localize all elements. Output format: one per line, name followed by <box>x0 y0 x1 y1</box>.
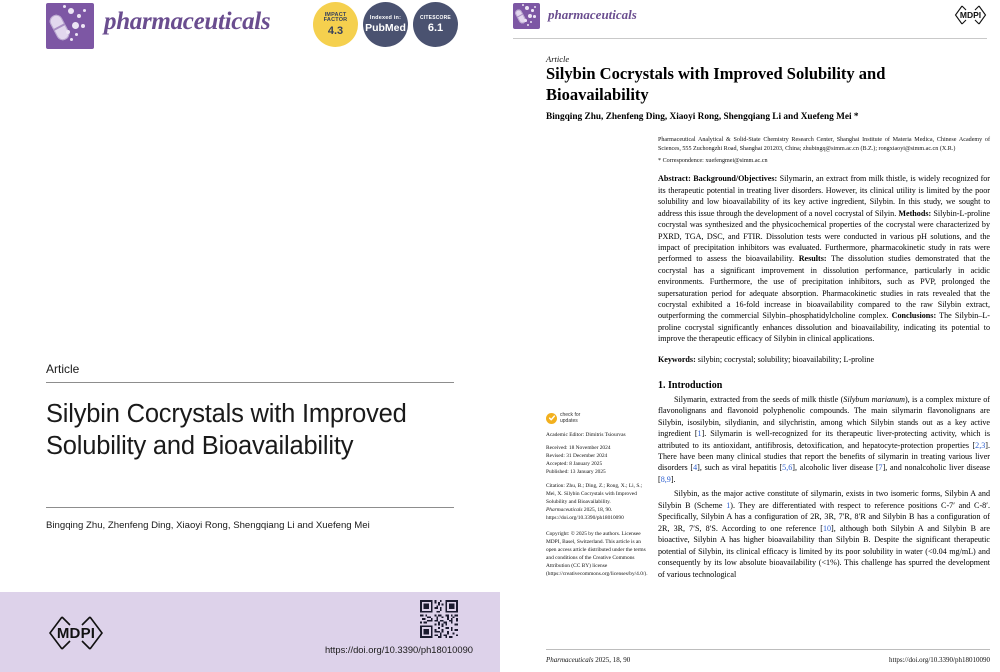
intro-p1-h: ]. <box>670 474 676 484</box>
intro-p1-b: ), is a complex mixture of flavonolignans and flavonoid polyphenolic compounds. The main silymarin flavonolignans are Silybin, isosilybin, silydianin, and silychristin, among which Silybin stands out as a key active ingredient [ <box>658 394 991 439</box>
citation-text: Zhu, B.; Ding, Z.; Rong, X.; Li, S.; Mei, X. Silybin Cocrystals with Improved Solubility and Bioavailability. <box>546 483 643 506</box>
citation-block <box>546 482 646 523</box>
footer-divider <box>546 649 990 650</box>
scheme-link-1[interactable]: 1 <box>726 500 731 510</box>
academic-editor: Academic Editor: Dimitris Tsiourvas <box>546 431 626 438</box>
abstract-methods-label: Methods: <box>898 208 932 218</box>
bubble-icon <box>525 6 529 10</box>
citation-link-5-6[interactable]: 5,6 <box>782 463 793 473</box>
check-for-updates-label <box>560 412 580 425</box>
page-footer-doi[interactable]: https://doi.org/10.3390/ph18010090 <box>889 656 990 664</box>
citation-rest: 2025, 18, 90. https://doi.org/10.3390/ph18010090 <box>546 507 624 522</box>
article-metadata-sidebar <box>546 412 646 578</box>
intro-p2-c: ], although both Silybin A and Silybin B are bioactive, Silybin A has higher bioavailability than Silybin B. Despite the significant therapeutic potential of Silybin, its clinical efficacy is limited by its poor solubility in water (<0.04 mg/mL) and consequently by its low absolute bioavailability (<1%). This challenge has spurred the development of various technological <box>658 523 991 579</box>
qr-code-icon <box>420 600 458 638</box>
abstract-conclusions-label: Conclusions: <box>891 311 937 321</box>
article-type-label: Article <box>546 54 570 64</box>
impact-factor-value: 4.3 <box>327 24 344 37</box>
keywords-text: silybin; cocrystal; solubility; bioavailability; L-proline <box>697 354 875 364</box>
citescore-label: CITESCORE <box>420 14 451 21</box>
footer-citation: 2025, 18, 90 <box>595 656 631 664</box>
copyright-line-1: Copyright: © 2025 by the authors. <box>546 530 621 537</box>
cover-authors: Bingqing Zhu, Zhenfeng Ding, Xiaoyi Rong, Shengqiang Li and Xuefeng Mei <box>46 519 370 531</box>
intro-p1-d: ]. There have been many clinical studies that report the benefits of silymarin in treating various liver disorders [ <box>658 440 990 473</box>
cover-page-title: Silybin Cocrystals with Improved Solubility and Bioavailability <box>46 400 407 461</box>
bubble-icon <box>66 30 70 34</box>
pubmed-badge <box>363 2 408 47</box>
article-header <box>500 0 1000 34</box>
check-line-2: updates <box>560 418 578 425</box>
abstract-background-label: Background/Objectives: <box>693 174 778 184</box>
divider <box>46 507 454 508</box>
abstract-background-text: Silymarin, an extract from milk thistle, is widely recognized for its therapeutic potential in treating liver disorders. However, its clinical utility is limited by the poor solubility and low bioavailability of its key active ingredient, Silybin. In this study, we sought to address this issue through the development of a novel cocrystal of Silyin. <box>658 174 991 218</box>
intro-paragraph-1 <box>658 394 990 486</box>
abstract-label: Abstract: <box>658 174 691 184</box>
intro-p1-f: ], alcoholic liver disease [ <box>792 463 879 473</box>
affiliation-text: Pharmaceutical Analytical & Solid-State Chemistry Research Center, Shanghai Institute of Materia Medica, Chinese Academy of Sciences, 555 Zuchongzhi Road, Shanghai 201203, China; zhubingq@simm.ac.cn (B.Z.); rongxiaoyi@simm.ac.cn (X.R.) <box>658 137 990 152</box>
abstract-methods-text: Silybin-L-proline cocrystal was synthesized and the physicochemical properties of the cocrystal were characterized by PXRD, TGA, DSC, and FTIR. Dissolution tests were conducted in various pH solutions, and the impact of precipitation inhibitors was evaluated. Furthermore, pharmacokinetic study in rats were performed to assess the bioavailability. <box>658 208 991 264</box>
citation-link-4[interactable]: 4 <box>693 463 698 473</box>
species-name: Silybum marianum <box>843 394 905 404</box>
abstract-results-label: Results: <box>798 254 827 264</box>
cover-title-block <box>46 362 454 531</box>
bubble-icon <box>528 14 532 18</box>
metrics-badges <box>313 2 458 47</box>
article-main-column <box>658 136 990 580</box>
citation-link-10[interactable]: 10 <box>822 523 832 533</box>
abstract-block <box>658 173 990 344</box>
cover-doi-link[interactable]: https://doi.org/10.3390/ph18010090 <box>324 644 473 655</box>
journal-name: pharmaceuticals <box>548 7 637 22</box>
citescore-badge <box>413 2 458 47</box>
article-authors: Bingqing Zhu, Zhenfeng Ding, Xiaoyi Rong, Shengqiang Li and Xuefeng Mei * <box>546 112 859 122</box>
date-published: Published: 13 January 2025 <box>546 468 606 475</box>
bubble-icon <box>530 21 532 23</box>
bubble-icon <box>72 22 79 29</box>
capsule-shape <box>47 13 71 43</box>
article-title: Silybin Cocrystals with Improved Solubility and Bioavailability <box>546 64 886 104</box>
cover-article-type: Article <box>46 362 80 376</box>
intro-p1-c: ]. Silymarin is well-recognized for its therapeutic liver-protecting activity, which is attributed to its antioxidant, antifibrosis, detoxification, and hepatocyte-protection properties [ <box>658 429 990 450</box>
bubble-icon <box>534 6 536 8</box>
footer-journal-name: Pharmaceuticals <box>546 656 594 664</box>
intro-p1-g: ], and nonalcoholic liver disease [ <box>658 463 990 484</box>
copyright-block <box>546 530 646 579</box>
date-received: Received: 18 November 2024 <box>546 444 611 451</box>
keywords-label: Keywords: <box>658 354 696 364</box>
mdpi-wordmark: MDPI <box>56 624 96 642</box>
journal-name: pharmaceuticals <box>104 8 271 35</box>
citation-label: Citation: <box>546 483 565 490</box>
bubble-icon <box>68 8 74 14</box>
bubble-icon <box>531 9 534 12</box>
mdpi-logo <box>48 614 104 652</box>
intro-paragraph-2 <box>658 488 990 580</box>
bubble-icon <box>63 5 66 8</box>
mdpi-logo <box>954 4 987 26</box>
section-heading-introduction: 1. Introduction <box>658 379 723 391</box>
abstract-results-text: The dissolution studies demonstrated that the cocrystal has a significant improvement in dissolution performance, particularly in acidic environments. Furthermore, the use of precipitation inhibitors, such as PVP, prolonged the supersaturation period for adequate absorption. Pharmacokinetic studies in rats revealed that the cocrystal exhibited a 16-fold increase in bioavailability compared to the raw Silybin extract, outperforming the commercial Silybin–phosphatidylcholine complex. <box>658 254 990 321</box>
checkmark-icon <box>546 413 557 424</box>
bubble-icon <box>70 38 73 41</box>
bubble-icon <box>524 19 527 22</box>
intro-p2-b: ). They are differentiated with respect to reference positions C-7′ and C-8′. Specifically, Silybin A has a configuration of 2R, 3R, 7′R, 8′R and Silybin B has a configuration of 2R, 3R, 7′S, 8′S. According to one reference [ <box>658 500 990 533</box>
citescore-value: 6.1 <box>427 21 444 34</box>
cover-header <box>0 0 500 52</box>
journal-logo-icon <box>513 3 540 29</box>
copyright-line-3: This article is an open access article distributed under the terms and conditions of the Creative Commons Attribution (CC BY) license (https://creativecommons.org/licenses/by/4.0/). <box>546 538 648 578</box>
bubble-icon <box>83 9 86 12</box>
bubble-icon <box>81 24 85 28</box>
capsule-shape <box>514 8 527 25</box>
bubble-icon <box>75 33 78 36</box>
pubmed-label: Indexed in: <box>369 14 402 21</box>
cover-footer <box>0 592 500 672</box>
affiliation-block <box>658 136 990 165</box>
date-revised: Revised: 31 December 2024 <box>546 452 608 459</box>
check-line-1: check for <box>560 412 581 418</box>
page-footer-citation <box>546 656 630 664</box>
citation-link-2-3[interactable]: 2,3 <box>975 440 986 450</box>
copyright-line-2: Licensee MDPI, Basel, Switzerland. <box>546 530 641 545</box>
correspondence-text: * Correspondence: xuefengmei@simm.ac.cn <box>658 157 768 164</box>
intro-p1-a: Silymarin, extracted from the seeds of milk thistle ( <box>674 394 844 404</box>
keywords-block <box>658 355 990 364</box>
pubmed-value: PubMed <box>365 22 406 34</box>
journal-logo-icon <box>46 3 94 49</box>
impact-factor-label: IMPACT FACTOR <box>323 11 348 23</box>
bubble-icon <box>527 24 529 26</box>
divider <box>46 382 454 383</box>
citation-link-8-9[interactable]: 8,9 <box>660 474 671 484</box>
bubble-icon <box>522 4 524 6</box>
intro-p1-e: ], such as viral hepatitis [ <box>697 463 783 473</box>
check-for-updates-badge[interactable] <box>546 412 646 425</box>
citation-link-1[interactable]: 1 <box>697 429 702 439</box>
header-divider <box>513 38 987 39</box>
mdpi-wordmark: MDPI <box>959 10 982 20</box>
abstract-conclusions-text: The Silybin–L-proline cocrystal significantly enhances dissolution and bioavailability, indicating its potential to improve the therapeutic efficacy of Silybin in clinical applications. <box>658 311 990 344</box>
bubble-icon <box>77 14 81 18</box>
publication-dates <box>546 444 646 476</box>
intro-p2-a: Silybin, as the major active constitute of silymarin, exists in two isomeric forms, Silybin A and Silybin B (Scheme <box>658 489 990 510</box>
citation-journal: Pharmaceuticals <box>546 507 583 514</box>
date-accepted: Accepted: 8 January 2025 <box>546 460 603 467</box>
citation-link-7[interactable]: 7 <box>878 463 883 473</box>
bubble-icon <box>533 15 536 18</box>
impact-factor-badge <box>313 2 358 47</box>
